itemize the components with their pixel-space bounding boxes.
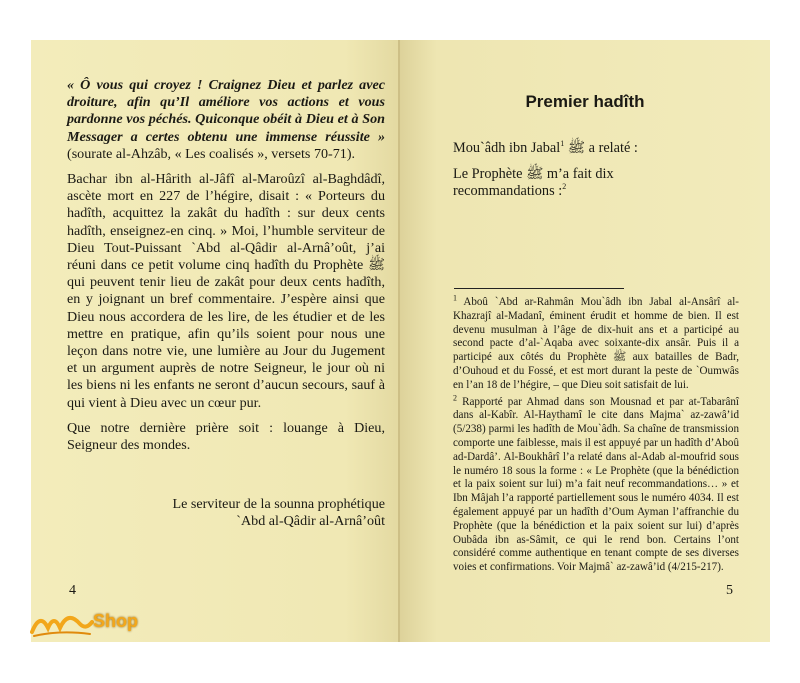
signature-line-1: Le serviteur de la sounna prophétique [172,496,385,513]
page-number-right: 5 [726,583,733,598]
intro-paragraph: Bachar ibn al-Hârith al-Jâfî al-Maroûzî al-Baghdâdî, ascète mort en 227 de l’hégire, disait : « Porteurs du hadîth, acquittez la zakât du hadîth : sur deux cents hadîth, enseignez-en cinq. » Moi, l’humble serviteur de Dieu Tout-Puissant `Abd al-Qâdir al-Arnâ’oût, j’ai réuni dans ce petit volume cinq hadîth du Prophète ﷺ qui peuvent tenir lieu de zakât pour deux cents hadîth, en y joignant un bref commentaire. J’espère ainsi que Dieu nous accordera de les lire, de les étudier et de les mettre en pratique, afin qu’ils soient pour nous une leçon dans notre vie, une lumière au Jour du Jugement et un argument auprès de notre Seigneur, le jour où ni les biens ni les enfants ne seront d’aucun secours, sauf à qui vient à Dieu avec un cœur pur. [67,171,385,411]
intro-line-1-rest: ﷺ a relaté : [564,140,638,156]
footnote-1-number: 1 [453,293,457,303]
closing-prayer: Que notre dernière prière soit : louange à Dieu, Seigneur des mondes. [67,419,385,454]
left-page-text [67,77,385,539]
footnote-2 [453,392,739,575]
quote-paragraph [67,77,385,163]
footnote-ref-2: 2 [562,182,567,192]
footnotes [453,293,739,578]
signature-line-2: `Abd al-Qâdir al-Arnâ’oût [236,513,385,530]
shop-logo [30,606,160,640]
intro-line-1 [453,140,663,157]
left-page [31,40,400,642]
footnote-1 [453,293,739,393]
quote-citation: (sourate al-Ahzâb, « Les coalisés », versets 70-71). [67,145,356,162]
page-number-left: 4 [69,583,76,598]
footnote-2-text: Rapporté par Ahmad dans son Mousnad et par at-Tabarânî dans al-Kabîr. Al-Haythamî le cite dans Majma` az-zawâ’id (5/238) parmi les hadîth de Mou`âdh. Sa chaîne de transmission comporte une faiblesse, mais il est appuyé par un hadîth d’Aboû ad-Dardâ’. Al-Boukhârî l’a relaté dans al-Adab al-moufrid sous le numéro 18 sous la forme : « Le Prophète (que la bénédiction et la paix soient sur lui) m’a fait neuf recommandations… » et Ibn Mâjah l’a rapporté partiellement sous le numéro 4034. Il est également appuyé par un hadîth d’Oum Ayman l’affranchie du Prophète (que la bénédiction et la paix soient sur lui) d’après Oubâda ibn as-Sâmit, ce qui le rend bon. Certains l’ont considéré comme authentique en tenant compte de ses diverses voies et confirmations. Voir Majmâ` az-zawâ’id (4/215-217). [453,395,739,574]
quran-quote: « Ô vous qui croyez ! Craignez Dieu et parlez avec droiture, afin qu’Il améliore vos actions et vous pardonne vos péchés. Quiconque obéit à Dieu et à Son Messager a certes obtenu une immense réussite » [67,77,385,145]
intro-line-2-text: Le Prophète ﷺ m’a fait dix recommandations : [453,166,614,199]
shop-logo-text: Shop [93,611,138,631]
signature [67,496,385,530]
footnote-ref-1: 1 [560,139,565,149]
stylized-m-logo-icon [30,606,94,640]
intro-line-2 [453,166,663,200]
chapter-title: Premier hadîth [525,92,645,111]
footnote-2-number: 2 [453,392,457,402]
footnote-1-text: Aboû `Abd ar-Rahmân Mou`âdh ibn Jabal al-Ansârî al-Khazrajî al-Madanî, éminent érudit et homme de bien. Il est devenu musulman à l’âge de dix-huit ans et a participé au second pacte d’al-`Aqaba avec soixante-dix ansâr. Puis il a participé aux côtés du Prophète ﷺ aux batailles de Badr, d’Ouhoud et du Fossé, et est mort durant la peste de `Oumwâs en l’an 18 de l’hégire, – que Dieu soit satisfait de lui. [453,296,739,391]
right-page [400,40,770,642]
footnote-separator [454,288,624,289]
hadith-intro [453,140,663,209]
narrator-name: Mou`âdh ibn Jabal [453,140,561,156]
